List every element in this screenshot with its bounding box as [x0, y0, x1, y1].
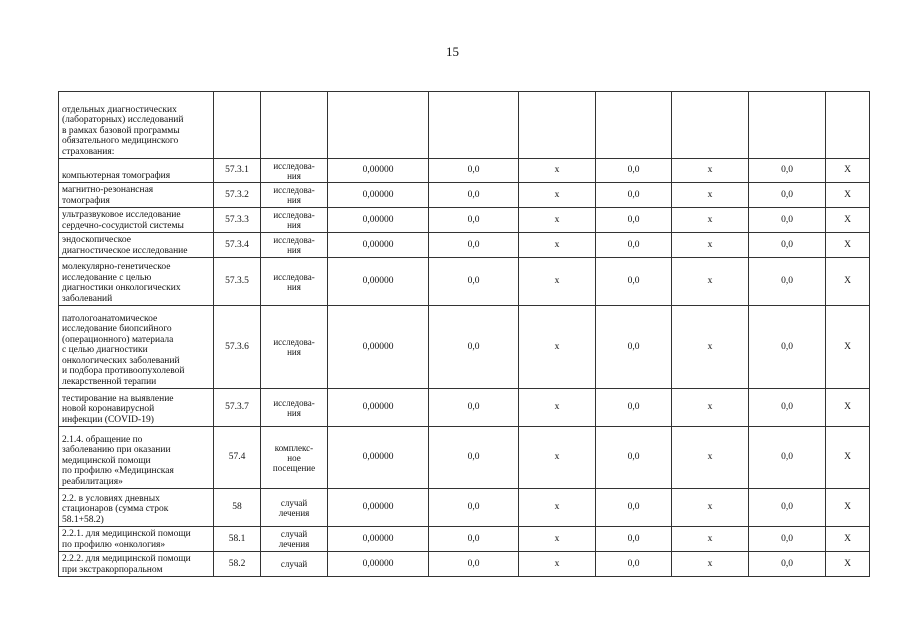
col-4-value: 0,00000 [328, 233, 429, 258]
col-5-value: 0,0 [429, 306, 519, 389]
col-4-value: 0,00000 [328, 208, 429, 233]
col-10-value: X [826, 427, 870, 489]
col-6-value: x [519, 306, 596, 389]
col-9-value [749, 92, 826, 159]
col-10-value: X [826, 389, 870, 427]
col-9-value: 0,0 [749, 552, 826, 577]
page-number: 15 [446, 44, 459, 59]
col-10-value: X [826, 306, 870, 389]
col-8-value: x [672, 527, 749, 552]
row-code: 58 [214, 489, 261, 527]
col-5-value: 0,0 [429, 208, 519, 233]
table-row [59, 208, 870, 233]
col-5-value: 0,0 [429, 389, 519, 427]
row-code: 57.3.3 [214, 208, 261, 233]
col-8-value: x [672, 389, 749, 427]
col-8-value: x [672, 159, 749, 183]
col-6-value: x [519, 258, 596, 306]
col-9-value: 0,0 [749, 306, 826, 389]
col-9-value: 0,0 [749, 233, 826, 258]
col-9-value: 0,0 [749, 527, 826, 552]
col-10-value: X [826, 233, 870, 258]
row-unit: комплекс- ное посещение [261, 427, 328, 489]
col-4-value: 0,00000 [328, 552, 429, 577]
table-row [59, 552, 870, 577]
row-unit: случай лечения [261, 527, 328, 552]
row-name: 2.1.4. обращение по заболеванию при оказании медицинской помощи по профилю «Медицинская реабилитация» [59, 427, 214, 489]
table-row [59, 527, 870, 552]
col-6-value: x [519, 389, 596, 427]
col-7-value: 0,0 [596, 552, 672, 577]
col-7-value: 0,0 [596, 183, 672, 208]
row-code: 57.3.5 [214, 258, 261, 306]
table-body [59, 92, 870, 577]
col-10-value: X [826, 552, 870, 577]
row-name: магнитно-резонансная томография [59, 183, 214, 208]
row-unit: случай лечения [261, 489, 328, 527]
row-name: 2.2.1. для медицинской помощи по профилю «онкология» [59, 527, 214, 552]
col-4-value: 0,00000 [328, 183, 429, 208]
col-4-value: 0,00000 [328, 389, 429, 427]
col-10-value: X [826, 159, 870, 183]
col-4-value [328, 92, 429, 159]
row-code: 57.3.2 [214, 183, 261, 208]
row-code: 57.3.1 [214, 159, 261, 183]
row-name: молекулярно-генетическое исследование с целью диагностики онкологических заболеваний [59, 258, 214, 306]
col-5-value: 0,0 [429, 183, 519, 208]
col-7-value: 0,0 [596, 527, 672, 552]
col-5-value: 0,0 [429, 159, 519, 183]
col-8-value: x [672, 552, 749, 577]
col-4-value: 0,00000 [328, 527, 429, 552]
row-unit: случай [261, 552, 328, 577]
col-7-value: 0,0 [596, 389, 672, 427]
table-row [59, 427, 870, 489]
col-10-value: X [826, 208, 870, 233]
col-6-value: x [519, 552, 596, 577]
col-8-value: x [672, 306, 749, 389]
col-7-value [596, 92, 672, 159]
col-9-value: 0,0 [749, 183, 826, 208]
col-7-value: 0,0 [596, 208, 672, 233]
col-8-value: x [672, 233, 749, 258]
table-row [59, 159, 870, 183]
col-4-value: 0,00000 [328, 427, 429, 489]
col-10-value: X [826, 183, 870, 208]
col-6-value: x [519, 489, 596, 527]
row-unit: исследова- ния [261, 258, 328, 306]
col-9-value: 0,0 [749, 258, 826, 306]
row-unit: исследова- ния [261, 306, 328, 389]
col-9-value: 0,0 [749, 208, 826, 233]
row-unit: исследова- ния [261, 183, 328, 208]
col-8-value: x [672, 489, 749, 527]
row-name: отдельных диагностических (лабораторных) исследований в рамках базовой программы обязательного медицинского страхования: [59, 92, 214, 159]
col-5-value: 0,0 [429, 527, 519, 552]
col-6-value: x [519, 208, 596, 233]
col-4-value: 0,00000 [328, 159, 429, 183]
col-9-value: 0,0 [749, 427, 826, 489]
row-name: ультразвуковое исследование сердечно-сосудистой системы [59, 208, 214, 233]
col-10-value: X [826, 258, 870, 306]
col-6-value: x [519, 159, 596, 183]
col-5-value: 0,0 [429, 427, 519, 489]
col-5-value [429, 92, 519, 159]
col-6-value: x [519, 233, 596, 258]
col-4-value: 0,00000 [328, 258, 429, 306]
row-code [214, 92, 261, 159]
col-10-value: X [826, 489, 870, 527]
col-8-value [672, 92, 749, 159]
table-row [59, 233, 870, 258]
row-unit: исследова- ния [261, 208, 328, 233]
col-7-value: 0,0 [596, 306, 672, 389]
col-7-value: 0,0 [596, 159, 672, 183]
table-row [59, 183, 870, 208]
col-7-value: 0,0 [596, 258, 672, 306]
col-10-value: X [826, 527, 870, 552]
col-5-value: 0,0 [429, 552, 519, 577]
col-7-value: 0,0 [596, 489, 672, 527]
row-code: 58.2 [214, 552, 261, 577]
col-6-value: x [519, 183, 596, 208]
table-row [59, 489, 870, 527]
row-name: компьютерная томография [59, 159, 214, 183]
col-7-value: 0,0 [596, 427, 672, 489]
row-name: эндоскопическое диагностическое исследование [59, 233, 214, 258]
col-4-value: 0,00000 [328, 306, 429, 389]
row-name: тестирование на выявление новой коронавирусной инфекции (COVID-19) [59, 389, 214, 427]
table-row [59, 389, 870, 427]
col-6-value [519, 92, 596, 159]
row-unit: исследова- ния [261, 233, 328, 258]
row-code: 58.1 [214, 527, 261, 552]
row-code: 57.4 [214, 427, 261, 489]
col-4-value: 0,00000 [328, 489, 429, 527]
col-6-value: x [519, 427, 596, 489]
row-name: патологоанатомическое исследование биопсийного (операционного) материала с целью диагностики онкологических заболеваний и подбора противоопухолевой лекарственной терапии [59, 306, 214, 389]
col-9-value: 0,0 [749, 389, 826, 427]
row-code: 57.3.4 [214, 233, 261, 258]
col-8-value: x [672, 183, 749, 208]
row-name: 2.2. в условиях дневных стационаров (сумма строк 58.1+58.2) [59, 489, 214, 527]
col-8-value: x [672, 427, 749, 489]
col-9-value: 0,0 [749, 489, 826, 527]
row-name: 2.2.2. для медицинской помощи при экстракорпоральном [59, 552, 214, 577]
row-unit [261, 92, 328, 159]
table-row [59, 306, 870, 389]
row-unit: исследова- ния [261, 389, 328, 427]
col-5-value: 0,0 [429, 489, 519, 527]
col-9-value: 0,0 [749, 159, 826, 183]
row-unit: исследова- ния [261, 159, 328, 183]
col-6-value: x [519, 527, 596, 552]
data-table [58, 91, 870, 577]
col-7-value: 0,0 [596, 233, 672, 258]
col-8-value: x [672, 258, 749, 306]
table-row [59, 258, 870, 306]
col-10-value [826, 92, 870, 159]
table-row [59, 92, 870, 159]
col-5-value: 0,0 [429, 258, 519, 306]
row-code: 57.3.6 [214, 306, 261, 389]
row-code: 57.3.7 [214, 389, 261, 427]
col-8-value: x [672, 208, 749, 233]
col-5-value: 0,0 [429, 233, 519, 258]
